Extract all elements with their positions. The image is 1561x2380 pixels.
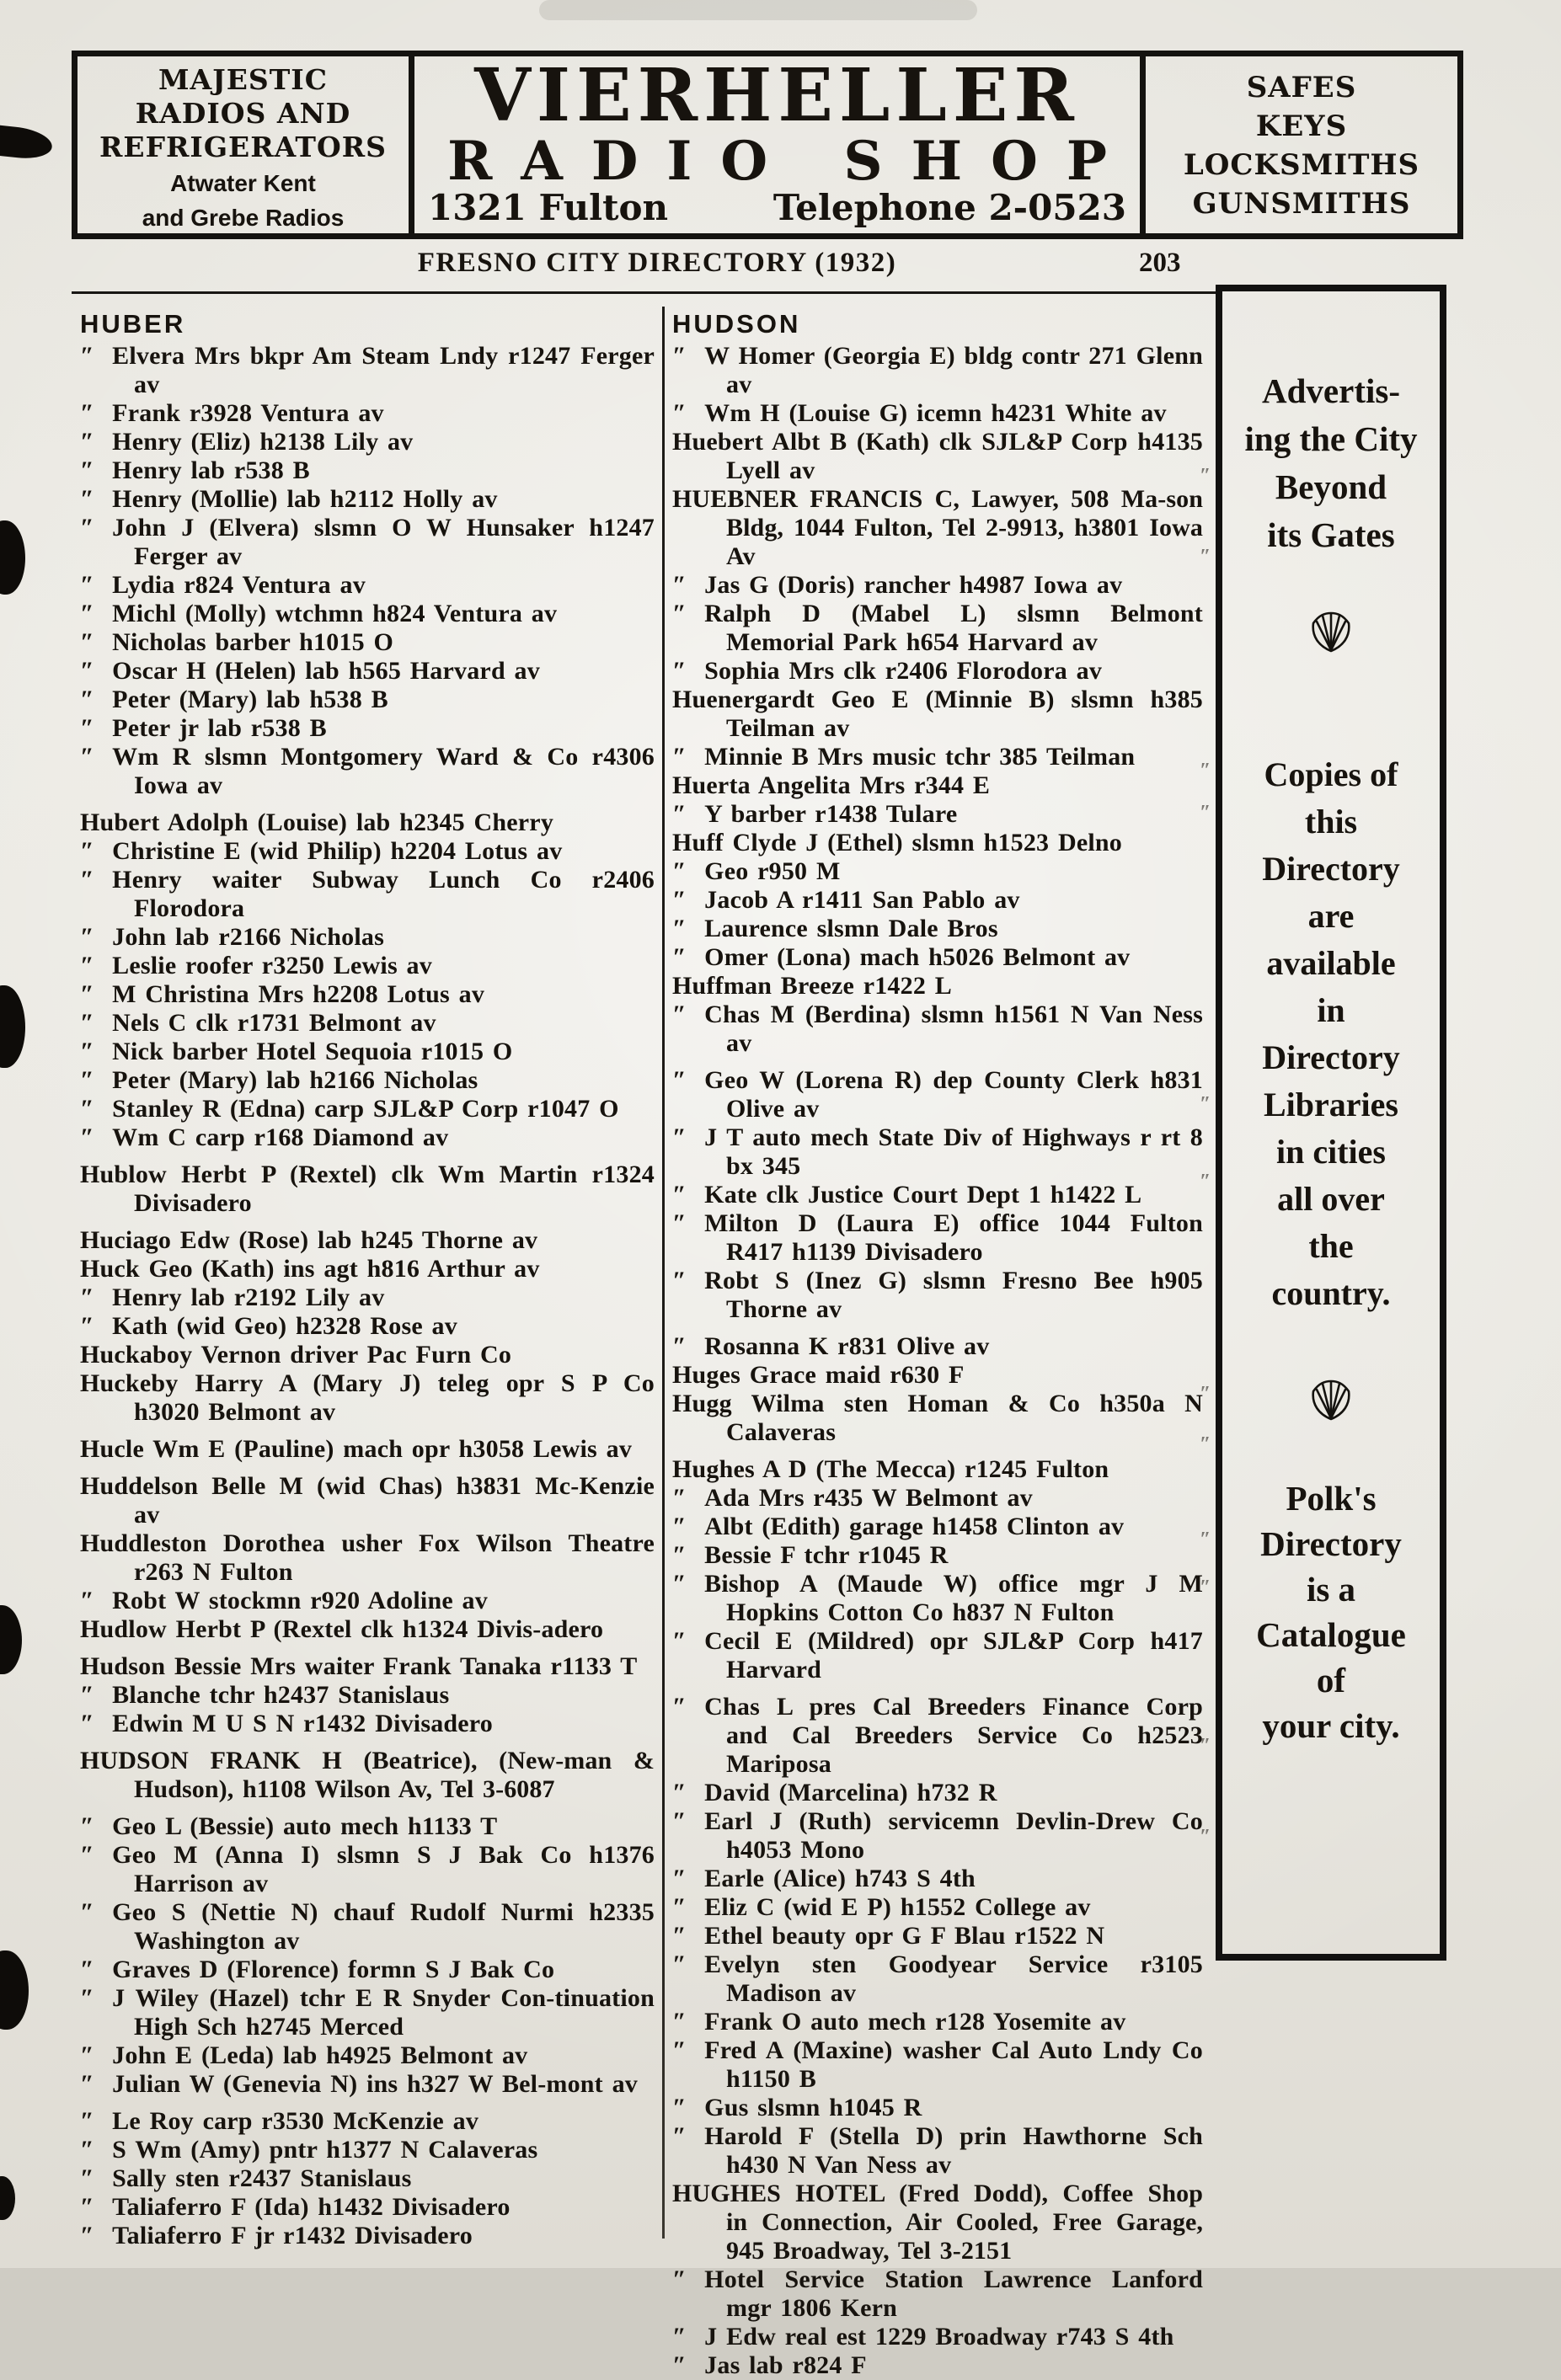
directory-entry: Huddelson Belle M (wid Chas) h3831 Mc-Kenzie av	[80, 1472, 655, 1529]
binding-mark	[0, 124, 54, 162]
binding-mark	[0, 520, 25, 595]
column-divider-rule	[662, 307, 665, 2239]
directory-entry: Hucle Wm E (Pauline) mach opr h3058 Lewis av	[80, 1435, 633, 1463]
directory-entry: ″ Ethel beauty opr G F Blau r1522 N	[672, 1922, 1105, 1950]
scan-artifact: ″	[1200, 1171, 1211, 1193]
directory-entry: ″ Geo L (Bessie) auto mech h1133 T	[80, 1812, 498, 1840]
directory-entry: HUDSON FRANK H (Beatrice), (New-man & Hudson), h1108 Wilson Av, Tel 3-6087	[80, 1747, 655, 1803]
directory-entry: ″ Eliz C (wid E P) h1552 College av	[672, 1893, 1091, 1921]
directory-entry: ″ Jas G (Doris) rancher h4987 Iowa av	[672, 571, 1123, 599]
sidebar-text-line: the	[1308, 1227, 1354, 1265]
sidebar-text-line: available	[1266, 944, 1396, 982]
directory-entry: ″ J T auto mech State Div of Highways r rt 8 bx 345	[672, 1123, 1203, 1180]
directory-entry: ″ Ralph D (Mabel L) slsmn Belmont Memorial Park h654 Harvard av	[672, 600, 1203, 656]
directory-entry: Huciago Edw (Rose) lab h245 Thorne av	[80, 1226, 538, 1254]
directory-entry: ″ Michl (Molly) wtchmn h824 Ventura av	[80, 600, 558, 627]
directory-entry: Hublow Herbt P (Rextel) clk Wm Martin r1324 Divisadero	[80, 1161, 655, 1217]
directory-entry: Hudson Bessie Mrs waiter Frank Tanaka r1133 T	[80, 1652, 638, 1680]
sidebar-text-line: Directory	[1262, 1038, 1400, 1076]
scan-artifact: ″	[1200, 1577, 1211, 1598]
sidebar-text-line: ing the City	[1244, 419, 1418, 458]
ad-sub-line: and Grebe Radios	[142, 205, 345, 231]
ad-line: GUNSMITHS	[1192, 187, 1411, 221]
shop-name-line: RADIO SHOP	[447, 130, 1136, 193]
sidebar-ad-panel	[1216, 285, 1446, 1961]
directory-entry: Huckeby Harry A (Mary J) teleg opr S P Co h3020 Belmont av	[80, 1369, 655, 1426]
directory-entry: ″ Wm R slsmn Montgomery Ward & Co r4306 Iowa av	[80, 743, 655, 799]
directory-entry: ″ Wm H (Louise G) icemn h4231 White av	[672, 399, 1167, 427]
directory-entry: ″ John E (Leda) lab h4925 Belmont av	[80, 2041, 528, 2069]
directory-entry: ″ Henry waiter Subway Lunch Co r2406 Florodora	[80, 866, 655, 922]
directory-entry: Huff Clyde J (Ethel) slsmn h1523 Delno	[672, 829, 1122, 856]
binding-mark	[0, 1950, 29, 2030]
directory-entry: Huges Grace maid r630 F	[672, 1361, 965, 1389]
directory-entry: Hubert Adolph (Louise) lab h2345 Cherry	[80, 808, 554, 836]
masthead-rule	[72, 291, 1216, 294]
directory-entry: ″ J Wiley (Hazel) tchr E R Snyder Con-tinuation High Sch h2745 Merced	[80, 1984, 655, 2041]
directory-entry: ″ Geo r950 M	[672, 857, 841, 885]
sidebar-text-line: Directory	[1262, 850, 1400, 888]
directory-entry: ″ Henry (Eliz) h2138 Lily av	[80, 428, 414, 456]
scan-artifact: ″	[1200, 1433, 1211, 1455]
directory-entry: Huerta Angelita Mrs r344 E	[672, 771, 991, 799]
directory-entry: ″ Gus slsmn h1045 R	[672, 2094, 922, 2121]
directory-entry: ″ Minnie B Mrs music tchr 385 Teilman	[672, 743, 1136, 771]
shop-phone: Telephone 2-0523	[772, 187, 1126, 228]
directory-entry: ″ Bessie F tchr r1045 R	[672, 1541, 949, 1569]
directory-entry: ″ Cecil E (Mildred) opr SJL&P Corp h417 Harvard	[672, 1627, 1203, 1684]
directory-entry: ″ Elvera Mrs bkpr Am Steam Lndy r1247 Ferger av	[80, 342, 655, 398]
header-ad-strip	[72, 51, 1463, 239]
sidebar-text-line: are	[1307, 897, 1355, 935]
directory-entry: Hughes A D (The Mecca) r1245 Fulton	[672, 1455, 1109, 1483]
scan-artifact: ″	[1200, 802, 1211, 824]
binding-mark	[0, 1605, 22, 1674]
page-number: 203	[1139, 248, 1181, 278]
ad-line: LOCKSMITHS	[1183, 148, 1420, 182]
sidebar-text-line: in cities	[1276, 1133, 1386, 1171]
directory-entry: ″ Rosanna K r831 Olive av	[672, 1332, 990, 1360]
directory-entry: ″ Harold F (Stella D) prin Hawthorne Sch h430 N Van Ness av	[672, 2122, 1203, 2179]
directory-entry: ″ Peter jr lab r538 B	[80, 714, 327, 742]
directory-entry: Hugg Wilma sten Homan & Co h350a N Calaveras	[672, 1390, 1203, 1446]
directory-entry: Huenergardt Geo E (Minnie B) slsmn h385 Teilman av	[672, 686, 1203, 742]
directory-entry: ″ Geo W (Lorena R) dep County Clerk h831 Olive av	[672, 1066, 1203, 1123]
directory-entry: ″ Wm C carp r168 Diamond av	[80, 1123, 449, 1151]
directory-entry: ″ Peter (Mary) lab h538 B	[80, 686, 388, 713]
directory-entry: ″ Stanley R (Edna) carp SJL&P Corp r1047 O	[80, 1095, 619, 1123]
scan-artifact: ″	[1200, 465, 1211, 487]
majestic-ad-box	[78, 56, 414, 233]
sidebar-text-line: its Gates	[1267, 515, 1395, 554]
directory-entry: ″ Hotel Service Station Lawrence Lanford mgr 1806 Kern	[672, 2265, 1203, 2322]
directory-entry: ″ Laurence slsmn Dale Bros	[672, 915, 998, 942]
directory-entry: ″ Bishop A (Maude W) office mgr J M Hopkins Cotton Co h837 N Fulton	[672, 1570, 1203, 1626]
directory-entry: ″ Lydia r824 Ventura av	[80, 571, 366, 599]
directory-entry: ″ John J (Elvera) slsmn O W Hunsaker h1247 Ferger av	[80, 514, 655, 570]
directory-entry: ″ Sophia Mrs clk r2406 Florodora av	[672, 657, 1103, 685]
sidebar-text-line: Copies of	[1264, 755, 1398, 793]
locksmith-ad-box	[1146, 56, 1457, 233]
directory-entry: ″ Frank O auto mech r128 Yosemite av	[672, 2008, 1126, 2036]
sidebar-slogan-polks	[1222, 1475, 1440, 1748]
shell-icon	[1307, 1379, 1355, 1422]
surname-section-header: HUBER	[80, 309, 186, 339]
directory-entry: ″ Y barber r1438 Tulare	[672, 800, 958, 828]
directory-entry: ″ Leslie roofer r3250 Lewis av	[80, 952, 432, 979]
ad-title-line: RADIOS AND	[135, 97, 351, 130]
directory-entry: Huffman Breeze r1422 L	[672, 972, 952, 1000]
sidebar-text-line: is a	[1306, 1570, 1356, 1609]
directory-entry: ″ Jas lab r824 F	[672, 2351, 867, 2379]
directory-entry: ″ Frank r3928 Ventura av	[80, 399, 384, 427]
directory-entry: ″ Nicholas barber h1015 O	[80, 628, 394, 656]
directory-entry: ″ Robt W stockmn r920 Adoline av	[80, 1587, 488, 1614]
directory-entry: ″ Edwin M U S N r1432 Divisadero	[80, 1710, 493, 1737]
directory-entry: ″ Ada Mrs r435 W Belmont av	[672, 1484, 1033, 1512]
directory-entry: ″ Blanche tchr h2437 Stanislaus	[80, 1681, 450, 1709]
scan-smudge	[539, 0, 977, 20]
directory-entry: ″ Kath (wid Geo) h2328 Rose av	[80, 1312, 457, 1340]
page-title: FRESNO CITY DIRECTORY (1932)	[417, 248, 897, 278]
binding-mark	[0, 985, 25, 1068]
directory-entry: ″ Graves D (Florence) formn S J Bak Co	[80, 1956, 555, 1983]
directory-entry: HUEBNER FRANCIS C, Lawyer, 508 Ma-son Bldg, 1044 Fulton, Tel 2-9913, h3801 Iowa Av	[672, 485, 1203, 570]
sidebar-text-line: of	[1316, 1661, 1346, 1700]
directory-entry: ″ Geo M (Anna I) slsmn S J Bak Co h1376 Harrison av	[80, 1841, 655, 1897]
shell-icon	[1307, 611, 1355, 654]
directory-entry: Huebert Albt B (Kath) clk SJL&P Corp h4135 Lyell av	[672, 428, 1203, 484]
sidebar-text-line: this	[1304, 803, 1358, 840]
directory-entry: Huddleston Dorothea usher Fox Wilson Theatre r263 N Fulton	[80, 1529, 655, 1586]
directory-entry: ″ Nels C clk r1731 Belmont av	[80, 1009, 436, 1037]
scan-artifact: ″	[1200, 1826, 1211, 1848]
directory-entry: ″ Evelyn sten Goodyear Service r3105 Madison av	[672, 1950, 1203, 2007]
directory-entry: ″ Fred A (Maxine) washer Cal Auto Lndy Co h1150 B	[672, 2036, 1203, 2093]
shop-address: 1321 Fulton	[428, 187, 669, 228]
directory-entry: HUGHES HOTEL (Fred Dodd), Coffee Shop in Connection, Air Cooled, Free Garage, 945 Broadway, Tel 3-2151	[672, 2180, 1203, 2265]
directory-entry: ″ Christine E (wid Philip) h2204 Lotus av	[80, 837, 563, 865]
directory-entry: ″ Geo S (Nettie N) chauf Rudolf Nurmi h2335 Washington av	[80, 1898, 655, 1955]
directory-entry: ″ Henry lab r2192 Lily av	[80, 1283, 385, 1311]
shop-name-line: VIERHELLER	[474, 53, 1080, 138]
directory-entry: ″ Milton D (Laura E) office 1044 Fulton R417 h1139 Divisadero	[672, 1209, 1203, 1266]
directory-entry: ″ Albt (Edith) garage h1458 Clinton av	[672, 1513, 1125, 1540]
sidebar-text-line: country.	[1271, 1274, 1391, 1312]
directory-entry: ″ Nick barber Hotel Sequoia r1015 O	[80, 1038, 513, 1065]
directory-entry: ″ Taliaferro F jr r1432 Divisadero	[80, 2222, 473, 2249]
vierheller-ad-box	[414, 53, 1146, 233]
directory-entry: ″ Kate clk Justice Court Dept 1 h1422 L	[672, 1181, 1142, 1209]
sidebar-text-line: your city.	[1262, 1706, 1400, 1745]
directory-entry: ″ Henry lab r538 B	[80, 456, 310, 484]
sidebar-text-line: Polk's	[1286, 1479, 1377, 1518]
sidebar-text-line: Directory	[1260, 1524, 1402, 1563]
directory-entry: Huckaboy Vernon driver Pac Furn Co	[80, 1341, 512, 1369]
ad-line: SAFES	[1246, 71, 1357, 104]
directory-column-right	[672, 307, 1203, 2380]
directory-entry: ″ Taliaferro F (Ida) h1432 Divisadero	[80, 2193, 511, 2221]
sidebar-text-line: all over	[1277, 1180, 1385, 1218]
sidebar-text-line: Advertis-	[1262, 371, 1400, 410]
directory-entry: ″ Julian W (Genevia N) ins h327 W Bel-mont av	[80, 2070, 638, 2098]
directory-entry: ″ Oscar H (Helen) lab h565 Harvard av	[80, 657, 540, 685]
directory-entry: ″ Sally sten r2437 Stanislaus	[80, 2164, 412, 2192]
sidebar-text-line: Libraries	[1264, 1086, 1398, 1123]
directory-entry: ″ Le Roy carp r3530 McKenzie av	[80, 2107, 479, 2135]
directory-entry: ″ W Homer (Georgia E) bldg contr 271 Glenn av	[672, 342, 1203, 398]
ad-title-line: REFRIGERATORS	[99, 131, 387, 163]
sidebar-text-line: in	[1317, 991, 1345, 1029]
directory-entry: ″ Robt S (Inez G) slsmn Fresno Bee h905 Thorne av	[672, 1267, 1203, 1323]
directory-entry: ″ John lab r2166 Nicholas	[80, 923, 384, 951]
directory-entry: ″ Chas M (Berdina) slsmn h1561 N Van Ness av	[672, 1001, 1203, 1057]
directory-entry: ″ Earle (Alice) h743 S 4th	[672, 1865, 976, 1892]
sidebar-slogan-advertising	[1222, 367, 1440, 559]
directory-entry: ″ David (Marcelina) h732 R	[672, 1779, 997, 1806]
directory-entry: ″ Jacob A r1411 San Pablo av	[672, 886, 1020, 914]
directory-entry: Hudlow Herbt P (Rextel clk h1324 Divis-adero	[80, 1615, 604, 1643]
directory-entry: ″ Chas L pres Cal Breeders Finance Corp and Cal Breeders Service Co h2523 Mariposa	[672, 1693, 1203, 1778]
directory-entry: ″ Earl J (Ruth) servicemn Devlin-Drew Co h4053 Mono	[672, 1807, 1203, 1864]
directory-entry: ″ Omer (Lona) mach h5026 Belmont av	[672, 943, 1131, 971]
directory-entry: ″ S Wm (Amy) pntr h1377 N Calaveras	[80, 2136, 538, 2164]
sidebar-slogan-copies	[1222, 751, 1440, 1317]
directory-entry: ″ Peter (Mary) lab h2166 Nicholas	[80, 1066, 478, 1094]
sidebar-text-line: Catalogue	[1256, 1615, 1406, 1654]
directory-entry: ″ J Edw real est 1229 Broadway r743 S 4th	[672, 2323, 1174, 2351]
ad-line: KEYS	[1255, 109, 1348, 143]
directory-entry: ″ M Christina Mrs h2208 Lotus av	[80, 980, 485, 1008]
directory-column-left	[80, 307, 655, 2250]
scan-artifact: ″	[1200, 1093, 1211, 1115]
surname-section-header: HUDSON	[672, 309, 801, 339]
scan-artifact: ″	[1200, 1529, 1211, 1550]
ad-title-line: MAJESTIC	[158, 63, 328, 96]
scan-artifact: ″	[1200, 546, 1211, 568]
sidebar-text-line: Beyond	[1275, 467, 1387, 506]
directory-entry: Huck Geo (Kath) ins agt h816 Arthur av	[80, 1255, 540, 1283]
directory-entry: ″ Henry (Mollie) lab h2112 Holly av	[80, 485, 498, 513]
scan-artifact: ″	[1200, 1735, 1211, 1757]
scan-artifact: ″	[1200, 1383, 1211, 1405]
scan-artifact: ″	[1200, 760, 1211, 782]
ad-sub-line: Atwater Kent	[170, 170, 316, 196]
binding-mark	[0, 2176, 15, 2220]
